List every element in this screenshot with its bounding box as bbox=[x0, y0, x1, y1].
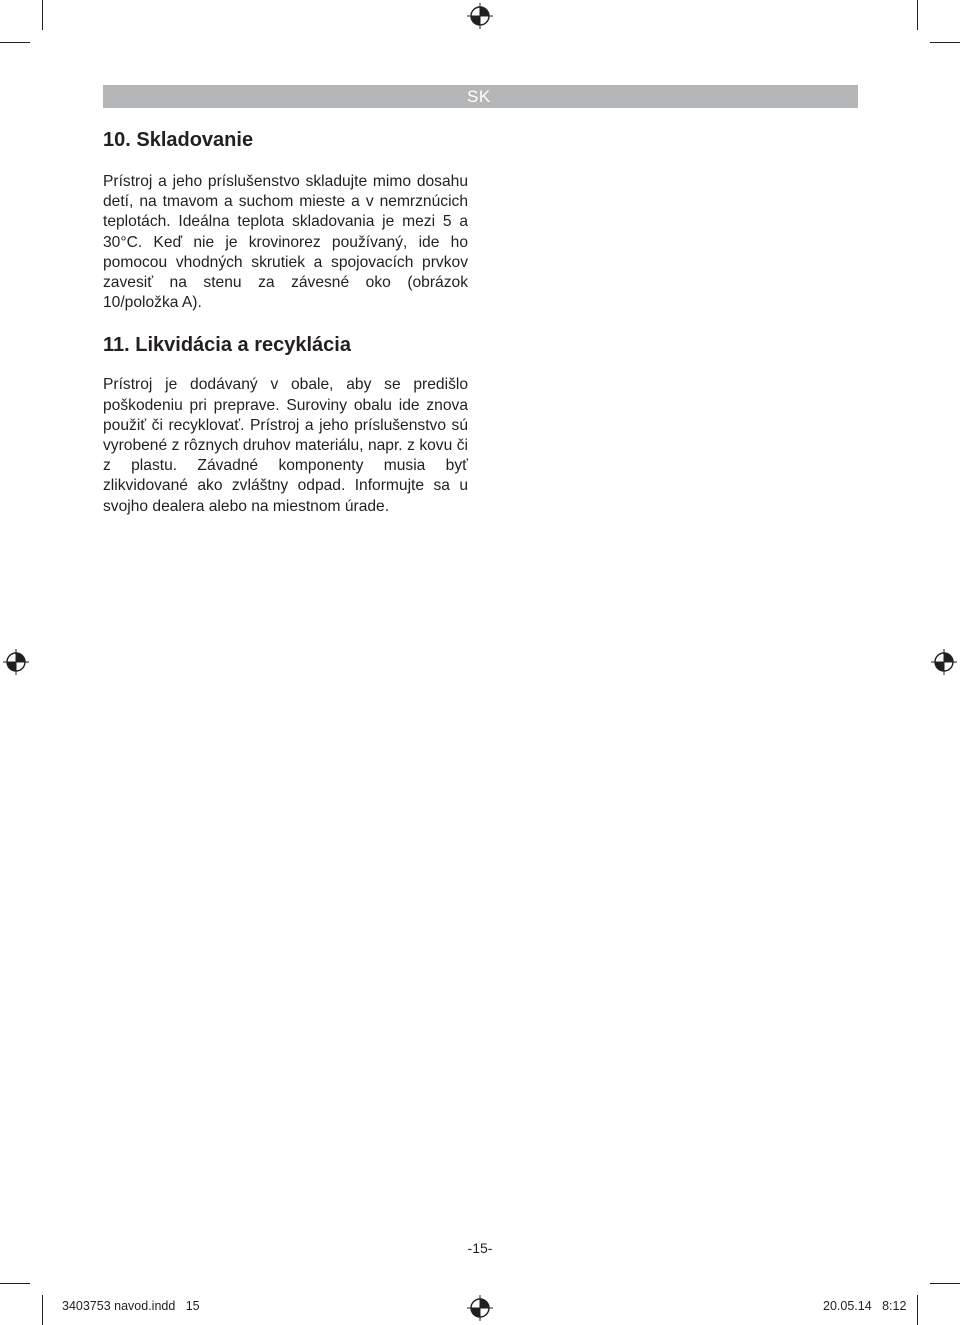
crop-mark-top-left-h bbox=[0, 42, 30, 43]
registration-mark-icon bbox=[467, 3, 493, 29]
section-heading-storage: 10. Skladovanie bbox=[103, 129, 254, 151]
crop-mark-top-left-v bbox=[42, 0, 43, 30]
section-heading-disposal: 11. Likvidácia a recyklácia bbox=[103, 334, 351, 357]
crop-mark-bottom-right-h bbox=[930, 1283, 960, 1284]
crop-mark-bottom-right-v bbox=[917, 1295, 918, 1325]
crop-mark-bottom-left-v bbox=[42, 1295, 43, 1325]
crop-mark-bottom-left-h bbox=[0, 1283, 30, 1284]
registration-mark-icon bbox=[931, 649, 957, 675]
registration-mark-icon bbox=[467, 1295, 493, 1321]
slug-file-name: 3403753 navod.indd 15 bbox=[62, 1299, 200, 1313]
section-body-disposal: Prístroj je dodávaný v obale, aby se predišlo poškodeniu pri preprave. Suroviny obalu ide znova použiť či recyklovať. Prístroj a jeho príslušenstvo sú vyrobené z rôznych druhov materiálu, napr. z kovu či z plastu. Závadné komponenty musia byť zlikvidované ako zvláštny odpad. Informujte sa u svojho dealera alebo na miestnom úrade. bbox=[103, 376, 468, 515]
page-number: -15- bbox=[467, 1240, 493, 1256]
crop-mark-top-right-v bbox=[917, 0, 918, 30]
crop-mark-top-right-h bbox=[930, 42, 960, 43]
language-code: SK bbox=[467, 87, 491, 106]
registration-mark-icon bbox=[3, 649, 29, 675]
section-body-storage: Prístroj a jeho príslušenstvo skladujte mimo dosahu detí, na tmavom a suchom mieste a v nemrznúcich teplotách. Ideálna teplota skladovania je mezi 5 a 30°C. Keď nie je krovinorez používaný, ide ho pomocou vhodných skrutiek a spojovacích prvkov zavesiť na stenu za závesné oko (obrázok 10/položka A). bbox=[103, 173, 468, 312]
main-content bbox=[103, 125, 468, 517]
slug-date-time: 20.05.14 8:12 bbox=[823, 1299, 907, 1313]
